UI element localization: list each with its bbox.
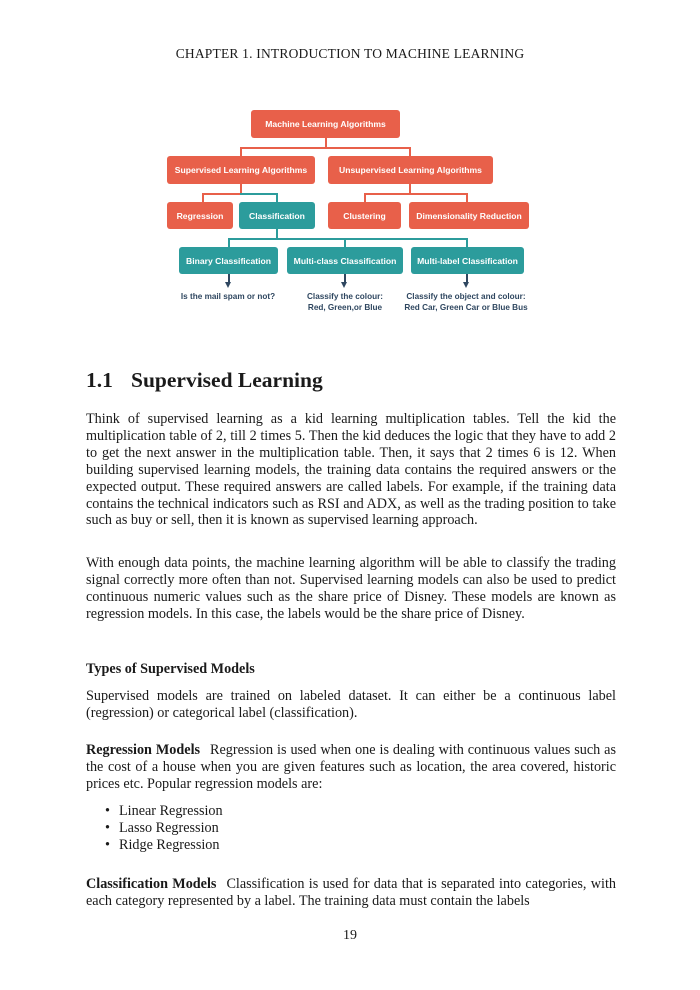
node-unsupervised: Unsupervised Learning Algorithms xyxy=(328,156,493,184)
connector xyxy=(202,193,204,202)
connector xyxy=(466,238,468,247)
node-dimensionality-reduction: Dimensionality Reduction xyxy=(409,202,529,229)
connector xyxy=(202,193,242,195)
node-supervised: Supervised Learning Algorithms xyxy=(167,156,315,184)
paragraph-classification xyxy=(86,876,616,910)
connector xyxy=(240,147,242,156)
paragraph-regression xyxy=(86,742,616,793)
connector xyxy=(409,184,411,193)
arrow-head xyxy=(463,282,469,288)
note-multilabel xyxy=(395,291,537,313)
regression-heading: Regression Models xyxy=(86,742,201,758)
connector xyxy=(240,184,242,193)
note-multiclass-line-1: Classify the colour: xyxy=(307,292,383,301)
paragraph-1: Think of supervised learning as a kid learning multiplication tables. Tell the kid the multiplication table of 2, till 2 times 5. Then the kid deduces the logic that they have to add 2 to get the next answer in the multiplication table. Then, it says that 2 times 6 is 12. When building supervised learning models, the training data contains the required answers or the expected output. These required answers are called labels. For example, if the training data contains the technical indicators such as RSI and ADX, as well as the trading position to take such as buy or sell, then it is known as supervised learning approach. xyxy=(86,411,616,529)
node-regression: Regression xyxy=(167,202,233,229)
node-multilabel-classification: Multi-label Classification xyxy=(411,247,524,274)
connector xyxy=(409,147,411,156)
connector xyxy=(240,147,410,149)
connector xyxy=(364,193,366,202)
section-title: Supervised Learning xyxy=(131,368,323,392)
list-item: • Linear Regression xyxy=(105,803,223,820)
ml-algorithms-diagram xyxy=(0,0,700,340)
connector xyxy=(228,238,230,247)
connector xyxy=(325,138,327,147)
regression-text: Regression is used when one is dealing with continuous values such as the cost of a house when you are given features such as location, the area covered, historic prices etc. Popular regression models are: xyxy=(86,742,616,792)
list-item: • Lasso Regression xyxy=(105,820,223,837)
page-number: 19 xyxy=(343,928,357,943)
list-item: • Ridge Regression xyxy=(105,837,223,854)
connector xyxy=(240,193,278,195)
connector xyxy=(228,238,468,240)
note-multiclass xyxy=(290,291,400,313)
node-clustering: Clustering xyxy=(328,202,401,229)
paragraph-2: With enough data points, the machine learning algorithm will be able to classify the trading signal correctly more often than not. Supervised learning models can also be used to predict continuous numeric values such as the share price of Disney. These models are known as regression models. In this case, the labels would be the share price of Disney. xyxy=(86,555,616,622)
running-head: CHAPTER 1. INTRODUCTION TO MACHINE LEARNING xyxy=(175,46,525,61)
node-multiclass-classification: Multi-class Classification xyxy=(287,247,403,274)
note-multiclass-line-2: Red, Green,or Blue xyxy=(307,303,383,312)
node-ml-algorithms: Machine Learning Algorithms xyxy=(251,110,400,138)
connector xyxy=(344,238,346,247)
regression-model-list xyxy=(105,803,223,854)
node-binary-classification: Binary Classification xyxy=(179,247,278,274)
connector xyxy=(466,193,468,202)
connector xyxy=(276,193,278,202)
arrow-head xyxy=(341,282,347,288)
section-heading xyxy=(86,368,323,393)
classification-text: Classification is used for data that is separated into categories, with each category represented by a label. The training data must contain the labels xyxy=(86,876,616,909)
node-classification: Classification xyxy=(239,202,315,229)
arrow-head xyxy=(225,282,231,288)
paragraph-3: Supervised models are trained on labeled dataset. It can either be a continuous label (regression) or categorical label (classification). xyxy=(86,688,616,721)
note-binary xyxy=(168,291,288,302)
note-multilabel-line-1: Classify the object and colour: xyxy=(406,292,526,301)
connector xyxy=(276,229,278,238)
connector xyxy=(364,193,468,195)
subheading-types: Types of Supervised Models xyxy=(86,661,255,677)
section-number: 1.1 xyxy=(86,368,113,392)
note-binary-text: Is the mail spam or not? xyxy=(180,292,276,301)
classification-heading: Classification Models xyxy=(86,876,217,892)
note-multilabel-line-2: Red Car, Green Car or Blue Bus xyxy=(404,303,528,312)
